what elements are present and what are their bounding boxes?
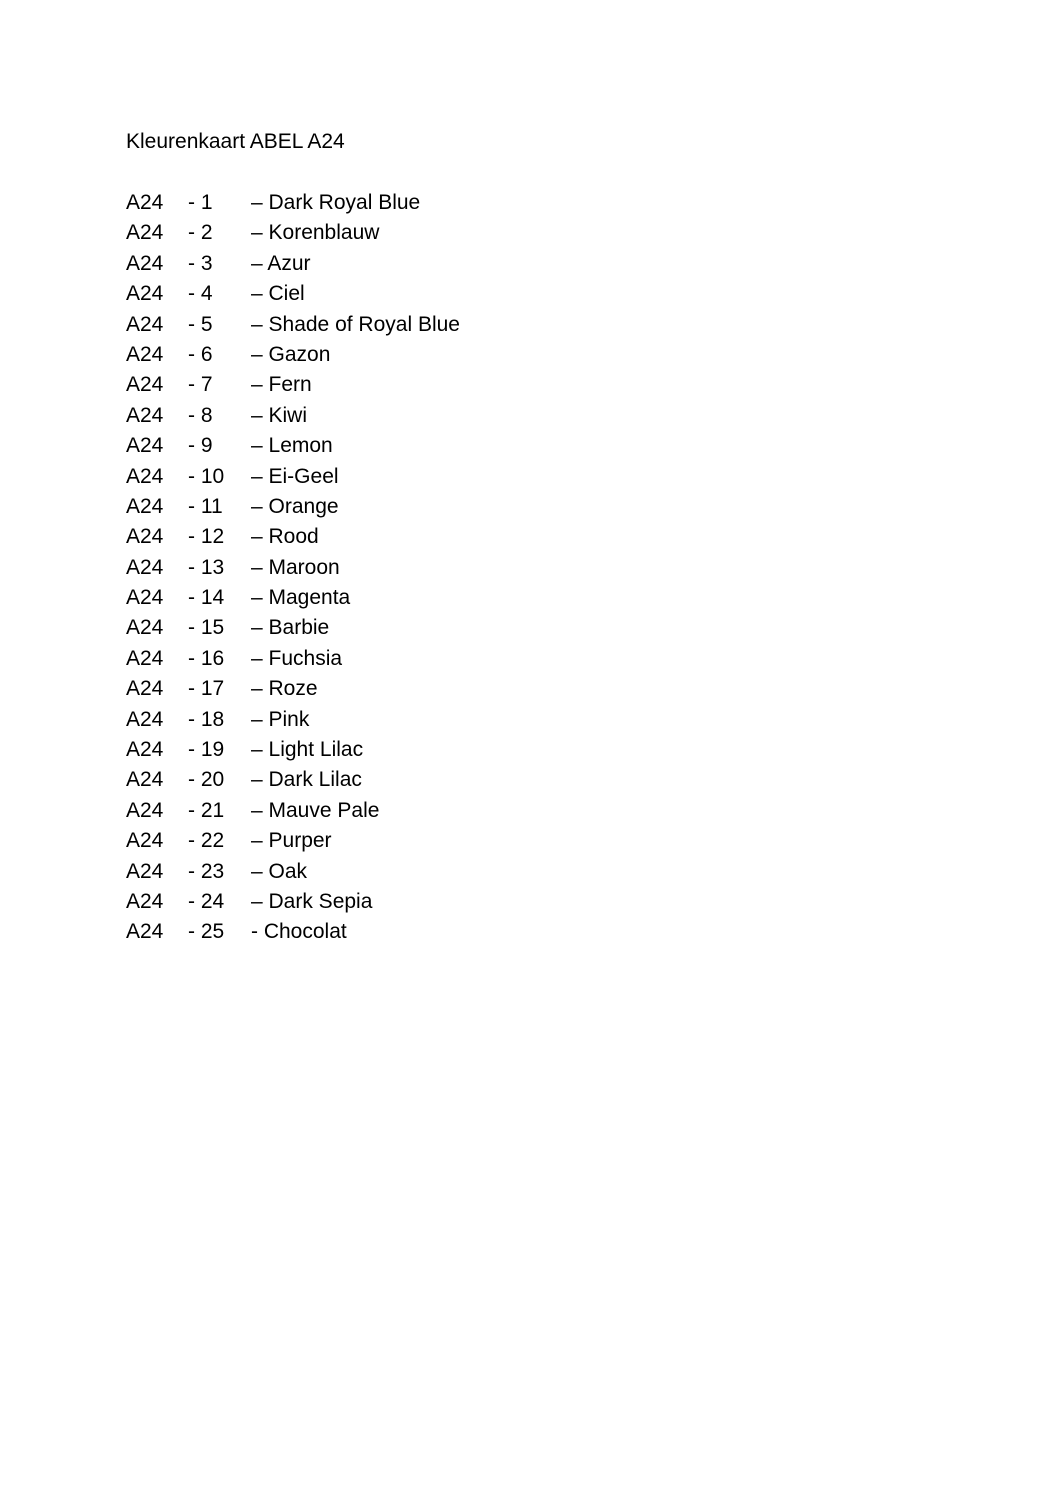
color-number: - 17: [188, 677, 225, 701]
color-number: - 2: [188, 221, 213, 245]
color-code: A24: [126, 738, 164, 762]
color-code: A24: [126, 646, 164, 670]
color-number: - 3: [188, 251, 213, 275]
color-code: A24: [126, 373, 164, 397]
color-number: - 21: [188, 798, 225, 822]
color-name: – Azur: [251, 251, 311, 275]
document-title: Kleurenkaart ABEL A24: [126, 130, 345, 153]
color-number: - 23: [188, 859, 225, 883]
color-code: A24: [126, 768, 164, 792]
color-code: A24: [126, 525, 164, 549]
color-number: - 24: [188, 889, 225, 913]
color-code: A24: [126, 434, 164, 458]
color-number: - 11: [188, 494, 223, 518]
color-number: - 19: [188, 738, 225, 762]
color-name: – Rood: [251, 525, 319, 549]
color-name: – Purper: [251, 829, 332, 853]
color-code: A24: [126, 586, 164, 610]
color-number: - 5: [188, 312, 213, 336]
color-code: A24: [126, 555, 164, 579]
color-name: – Oak: [251, 859, 308, 883]
color-number: - 12: [188, 525, 225, 549]
color-number: - 18: [188, 707, 225, 731]
color-number: - 14: [188, 586, 225, 610]
color-number: - 9: [188, 434, 213, 458]
color-name: – Barbie: [251, 616, 330, 640]
color-name: – Roze: [251, 677, 318, 701]
color-code: A24: [126, 829, 164, 853]
color-number: - 15: [188, 616, 225, 640]
color-code: A24: [126, 282, 164, 306]
color-code: A24: [126, 221, 164, 245]
color-code: A24: [126, 616, 164, 640]
color-name: – Orange: [251, 494, 339, 518]
color-name: – Fuchsia: [251, 646, 343, 670]
color-name: – Mauve Pale: [251, 798, 380, 822]
color-name: – Fern: [251, 373, 312, 397]
color-name: – Pink: [251, 707, 310, 731]
color-number: - 1: [188, 191, 213, 214]
color-number: - 8: [188, 403, 213, 427]
color-code: A24: [126, 312, 164, 336]
color-code: A24: [126, 707, 164, 731]
color-name: – Korenblauw: [251, 221, 380, 245]
color-name: – Maroon: [251, 555, 340, 579]
color-number: - 25: [188, 920, 225, 944]
color-code: A24: [126, 191, 164, 214]
color-number: - 16: [188, 646, 225, 670]
color-number: - 4: [188, 282, 213, 306]
color-name: – Dark Royal Blue: [251, 191, 421, 214]
color-number: - 13: [188, 555, 225, 579]
color-number: - 6: [188, 342, 213, 366]
color-code: A24: [126, 798, 164, 822]
color-number: - 22: [188, 829, 225, 853]
color-code: A24: [126, 403, 164, 427]
color-code: A24: [126, 494, 164, 518]
color-name: – Shade of Royal Blue: [251, 312, 460, 336]
color-name: - Chocolat: [251, 920, 347, 944]
color-number: - 20: [188, 768, 225, 792]
color-name: – Gazon: [251, 342, 331, 366]
color-name: – Dark Sepia: [251, 889, 373, 913]
color-name: – Ciel: [251, 282, 305, 306]
color-code: A24: [126, 677, 164, 701]
color-code: A24: [126, 464, 164, 488]
color-code: A24: [126, 889, 164, 913]
color-code: A24: [126, 920, 164, 944]
color-name: – Magenta: [251, 586, 351, 610]
color-number: - 7: [188, 373, 213, 397]
color-code: A24: [126, 342, 164, 366]
color-number: - 10: [188, 464, 225, 488]
color-name: – Ei-Geel: [251, 464, 339, 488]
color-code: A24: [126, 859, 164, 883]
color-name: – Kiwi: [251, 403, 308, 427]
color-code: A24: [126, 251, 164, 275]
color-name: – Light Lilac: [251, 738, 364, 762]
color-name: – Dark Lilac: [251, 768, 362, 792]
color-name: – Lemon: [251, 434, 333, 458]
